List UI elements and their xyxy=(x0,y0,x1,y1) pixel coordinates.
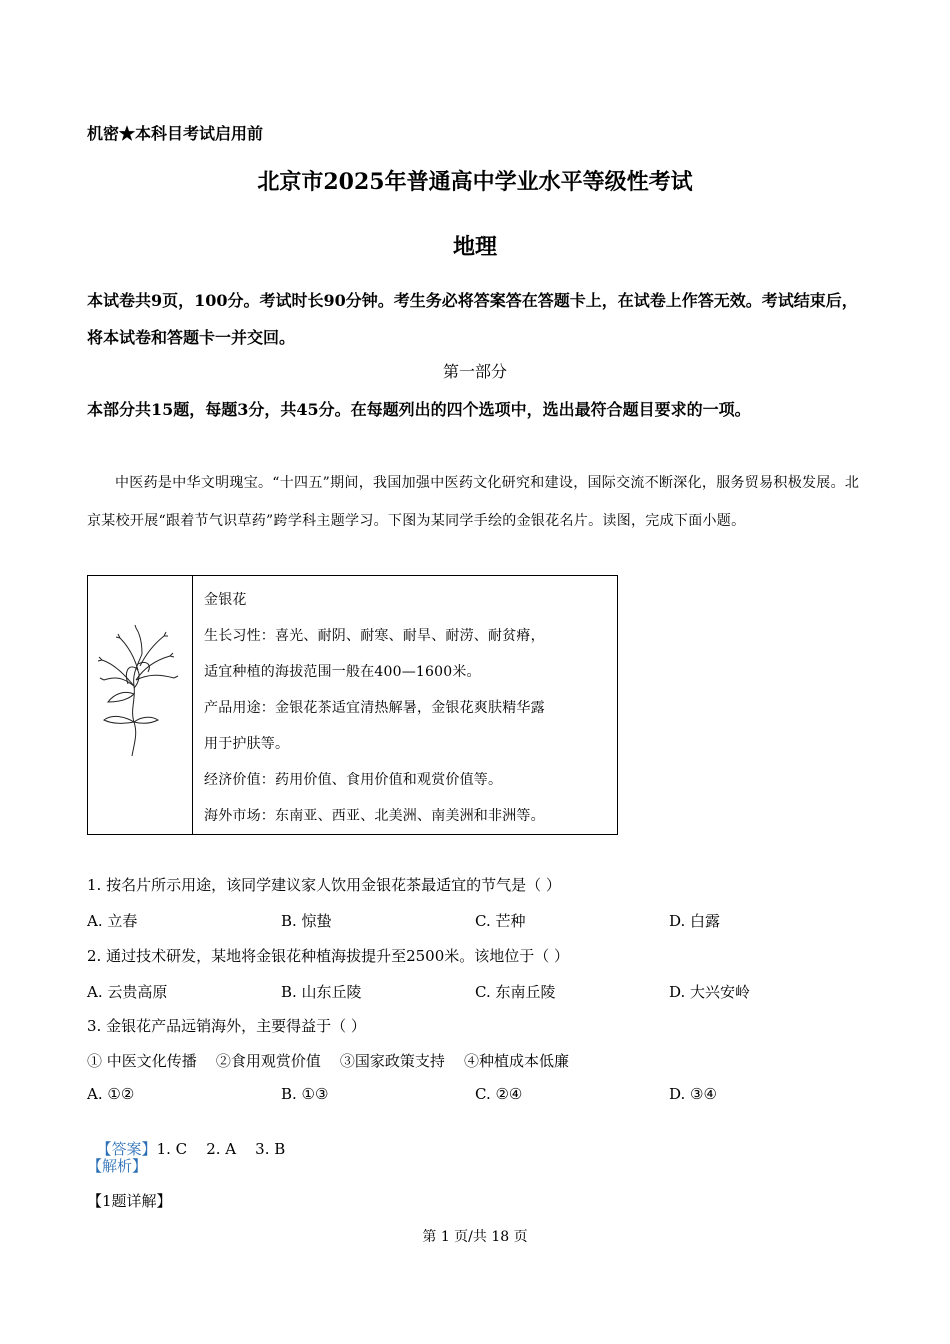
card-value: 经济价值：药用价值、食用价值和观赏价值等。 xyxy=(204,772,503,788)
question-3-option-d: D. ③④ xyxy=(669,1085,717,1103)
question-1-stem: 1. 按名片所示用途，该同学建议家人饮用金银花茶最适宜的节气是（ ） xyxy=(87,876,561,894)
answer-label: 【答案】 xyxy=(96,1140,157,1158)
question-1-option-b: B. 惊蛰 xyxy=(281,912,332,930)
question-3-statements: ① 中医文化传播 ②食用观赏价值 ③国家政策支持 ④种植成本低廉 xyxy=(87,1052,569,1070)
question-2-option-c: C. 东南丘陵 xyxy=(475,983,556,1001)
question-3-stem: 3. 金银花产品远销海外，主要得益于（ ） xyxy=(87,1017,366,1035)
card-habit-line1: 生长习性：喜光、耐阴、耐寒、耐旱、耐涝、耐贫瘠， xyxy=(204,628,545,644)
exam-instructions: 本试卷共9页，100分。考试时长90分钟。考生务必将答案答在答题卡上，在试卷上作答无效。考试结束后，将本试卷和答题卡一并交回。 xyxy=(87,291,858,347)
card-market: 海外市场：东南亚、西亚、北美洲、南美洲和非洲等。 xyxy=(204,808,545,824)
question-3-option-a: A. ①② xyxy=(87,1085,135,1103)
confidential-label: 机密★本科目考试启用前 xyxy=(87,124,264,143)
question-intro: 中医药是中华文明瑰宝。“十四五”期间，我国加强中医药文化研究和建设，国际交流不断深化，服务贸易积极发展。北京某校开展“跟着节气识草药”跨学科主题学习。下图为某同学手绘的金银花名片。读图，完成下面小题。 xyxy=(87,475,860,529)
card-image-cell xyxy=(88,576,193,834)
question-2-option-d: D. 大兴安岭 xyxy=(669,983,751,1001)
card-plant-name: 金银花 xyxy=(204,592,247,608)
card-text-cell xyxy=(193,576,555,834)
exam-title: 北京市2025年普通高中学业水平等级性考试 xyxy=(257,169,693,195)
answer-line xyxy=(87,1120,285,1159)
honeysuckle-drawing-icon xyxy=(94,624,186,764)
page-footer: 第 1 页/共 18 页 xyxy=(422,1229,528,1245)
question-2-stem: 2. 通过技术研发，某地将金银花种植海拔提升至2500米。该地位于（ ） xyxy=(87,947,570,965)
subject-title: 地理 xyxy=(452,234,497,260)
card-use-line1: 产品用途：金银花茶适宜清热解暑，金银花爽肤精华露 xyxy=(204,700,545,716)
card-habit-line2: 适宜种植的海拔范围一般在400—1600米。 xyxy=(204,664,481,680)
part-title: 第一部分 xyxy=(442,362,507,381)
question-3-option-b: B. ①③ xyxy=(281,1085,329,1103)
question-2-option-b: B. 山东丘陵 xyxy=(281,983,362,1001)
honeysuckle-card xyxy=(87,575,618,835)
analysis-label: 【解析】 xyxy=(87,1157,148,1175)
answer-text: 1. C 2. A 3. B xyxy=(156,1140,286,1158)
card-use-line2: 用于护肤等。 xyxy=(204,736,290,752)
question-3-option-c: C. ②④ xyxy=(475,1085,523,1103)
question-1-option-a: A. 立春 xyxy=(87,912,138,930)
question-2-option-a: A. 云贵高原 xyxy=(87,983,168,1001)
detail-label: 【1题详解】 xyxy=(87,1192,172,1210)
question-1-option-c: C. 芒种 xyxy=(475,912,526,930)
question-1-option-d: D. 白露 xyxy=(669,912,721,930)
part-description: 本部分共15题，每题3分，共45分。在每题列出的四个选项中，选出最符合题目要求的一项。 xyxy=(87,400,751,419)
